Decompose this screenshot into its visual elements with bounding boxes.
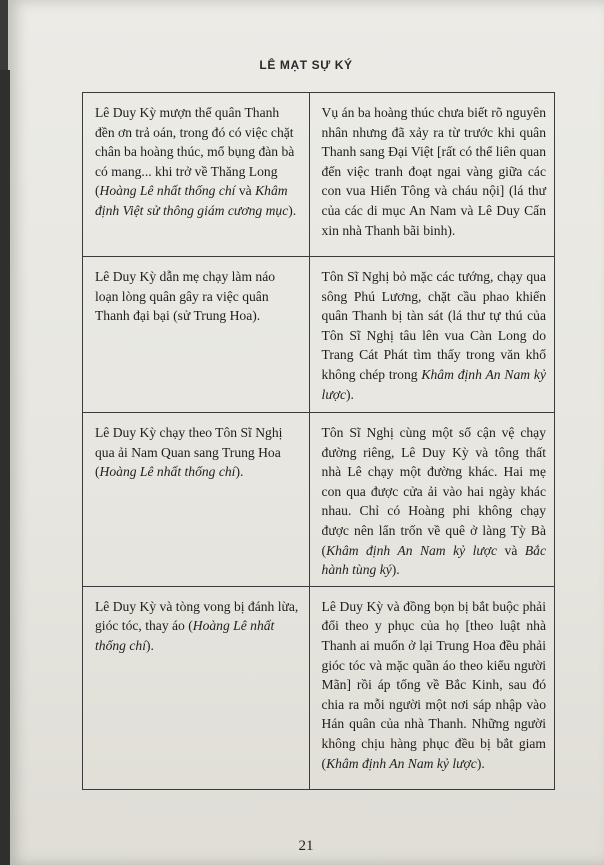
- cell-text: Lê Duy Kỳ và tòng vong bị đánh lừa, gióc tóc, thay áo (: [95, 598, 299, 634]
- comparison-table: [82, 92, 555, 790]
- cell-text: Tôn Sĩ Nghị cùng một số cận vệ chạy đường riêng, Lê Duy Kỳ và tông thất nhà Lê chạy một đường khác. Hai mẹ con qua được cửa ải vào hai ngày khác nhau. Chỉ có Hoàng phi không chạy được nên lẩn trốn về quê ở làng Tỳ Bà (: [321, 425, 546, 558]
- cell-left: [83, 586, 310, 789]
- table-row: [83, 257, 555, 413]
- cell-left: [83, 257, 310, 413]
- cell-right: [309, 586, 554, 789]
- book-page: [8, 0, 604, 865]
- cell-text: Lê Duy Kỳ mượn thế quân Thanh đền ơn trả oán, trong đó có việc chặt chân ba hoàng thúc, mổ bụng đàn bà có mang... khi trở về Thăng Long (: [95, 105, 295, 199]
- cell-text: ).: [346, 386, 354, 402]
- facing-page-edge: [0, 70, 10, 865]
- citation-title: Khâm định Việt sử thông giám cương mục: [95, 183, 289, 218]
- cell-text: Lê Duy Kỳ và đồng bọn bị bắt buộc phải đổi theo y phục của họ [theo luật nhà Thanh ai muốn ở lại Trung Hoa đều phải gióc tóc và mặc quần áo theo kiểu người Mãn] rồi áp tống về Bắc Kinh, sau đó chia ra mỗi người một nơi sáp nhập vào Hán quân của nhà Thanh. Những người không chịu hàng phục đều bị bắt giam (: [321, 598, 546, 771]
- cell-text: và: [235, 183, 256, 199]
- citation-title: Hoàng Lê nhất thống chí: [95, 618, 275, 653]
- table-row: [83, 93, 555, 257]
- cell-text: và: [497, 542, 525, 558]
- cell-right: [309, 257, 554, 413]
- cell-text: Lê Duy Kỳ chạy theo Tôn Sĩ Nghị qua ải Nam Quan sang Trung Hoa (: [95, 425, 283, 480]
- citation-title: Khâm định An Nam kỷ lược: [321, 366, 546, 402]
- cell-text: ).: [391, 562, 400, 578]
- citation-title: Hoàng Lê nhất thống chí: [99, 464, 236, 480]
- cell-text: ).: [145, 637, 154, 653]
- table-row: [83, 586, 555, 789]
- page-number: 21: [298, 838, 314, 854]
- table-row: [83, 413, 555, 587]
- citation-title: Khâm định An Nam kỷ lược: [326, 755, 477, 771]
- cell-left: [83, 93, 310, 257]
- cell-text: ).: [235, 464, 244, 480]
- cell-text: ).: [476, 755, 485, 771]
- cell-text: ).: [288, 202, 297, 218]
- cell-text: Tôn Sĩ Nghị bỏ mặc các tướng, chạy qua sông Phú Lương, chặt cầu phao khiến quân Thanh bị tàn sát (lá thư tự thú của Tôn Sĩ Nghị tâu lên vua Càn Long do Trang Cát Phát tìm thấy trong văn khố không chép trong: [321, 269, 546, 382]
- cell-left: [83, 413, 310, 587]
- citation-title: Bắc hành tùng ký: [321, 542, 546, 578]
- cell-right: [309, 93, 554, 257]
- citation-title: Hoàng Lê nhất thống chí: [99, 183, 236, 199]
- running-header: LÊ MẠT SỰ KÝ: [259, 58, 353, 72]
- cell-text: Lê Duy Kỳ dẫn mẹ chạy làm náo loạn lòng quân gây ra việc quân Thanh đại bại (sử Trung Hoa).: [95, 269, 276, 324]
- citation-title: Khâm định An Nam kỷ lược: [326, 542, 498, 558]
- cell-text: Vụ án ba hoàng thúc chưa biết rõ nguyên nhân nhưng đã xảy ra từ trước khi quân Thanh sang Đại Việt [rất có thể liên quan đến việc tranh đoạt ngai vàng giữa các con vua Hiển Tông và cháu nội] (lá thư của các di mục An Nam và Lê Duy Cẩn xin nhà Thanh bãi binh).: [321, 105, 546, 238]
- cell-right: [309, 413, 554, 587]
